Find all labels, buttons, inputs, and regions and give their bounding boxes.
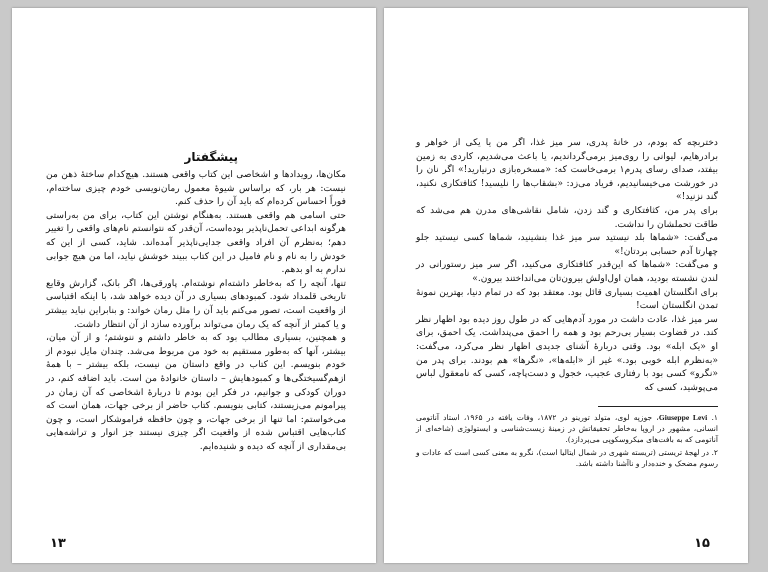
paragraph: برای پدر من، کثافتکاری و گند زدن، شامل نقاشی‌های مدرن هم می‌شد که طاقت تحملشان را نداشت. bbox=[416, 204, 718, 230]
footnote-latin-name: Giuseppe Levi bbox=[658, 413, 708, 422]
page-number: ۱۵ bbox=[694, 536, 710, 551]
paragraph: دختربچه که بودم، در خانهٔ پدری، سر میز غذا، اگر من یا یکی از خواهر و برادرهایم، لیوانی را روی‌میز برمی‌گرداندیم، یا باعث می‌شدیم، کاردی به زمین بیفتد، صدای رسای پدرم۱ برمی‌خاست که: «مسخره‌بازی درنیارید!» اگر نان را در خورشت می‌خیسانیدیم، فریاد می‌زد: «بشقاب‌ها را نلیسید! کثافتکاری نکنید، گند نزنید!» bbox=[416, 137, 719, 203]
paragraph: و همچنین، بسیاری مطالب بود که به خاطر داشتم و ننوشتم؛ و از آن میان، بیشتر، آنها که به‌طور مستقیم به خود من مربوط می‌شد. چندان مایل نبودم از خودم بنویسم. این کتاب در واقع داستان من نیست، بلکه بیشتر – با همهٔ ازهم‌گسیختگی‌ها و کمبودهایش – داستان خانوادهٔ من است. باید اضافه کنم، در دوران کودکی و جوانیم، در فکر این بودم تا دربارهٔ اشخاصی که آن زمان در پیرامونم می‌زیستند، کتابی بنویسم. کتاب حاضر از برخی جهات، همان است که می‌خواستم: اما تنها از برخی جهات، و چون حافظه فراموشکار است، و چون کتاب‌هایی اقتباس شده از واقعیت اگر چیزی نیستند جز انوار و تراشه‌هایی بی‌مقداری از آنچه که دیده و شنیده‌ایم. bbox=[46, 332, 346, 452]
paragraph: برای انگلستان اهمیت بسیاری قائل بود. معتقد بود که در تمام دنیا، بهترین نمونهٔ تمدن انگلستان است! bbox=[416, 286, 718, 312]
paragraph: مکان‌ها، رویدادها و اشخاصی این کتاب واقعی هستند. هیچ‌کدام ساختهٔ ذهن من نیست: هر بار، که براساس شیوهٔ معمول رمان‌نویسی خودم چیزی ساخته‌ام، فوراً احساس کرده‌ام که باید آن را حذف کنم. bbox=[46, 169, 346, 208]
footnote-text: ، جوزپه لوی، متولد تورینو در ۱۸۷۲، وفات یافته در ۱۹۶۵، استاد آناتومی انسانی، مشهور در اروپا به‌خاطر تحقیقاتش در زمینهٔ زیست‌شناسی و ایستولوژی (شاخه‌ای از آناتومی که به بافت‌های میکروسکوپی می‌پردازد). bbox=[416, 413, 718, 444]
left-page-body bbox=[46, 168, 346, 452]
page-heading: پیشگفتار bbox=[184, 150, 238, 164]
paragraph: و می‌گفت: «شماها که این‌قدر کثافتکاری می‌کنید، اگر سر میز رستورانی در لندن نشسته بودید، همان اول‌اولش بیرون‌تان می‌انداختند بیرون.» bbox=[416, 259, 718, 284]
page-number: ۱۳ bbox=[50, 536, 66, 551]
footnote-2: ۲. در لهجهٔ تریستی (تریسته شهری در شمال ایتالیا است)، نگرو به معنی کسی است که عادات و رسوم مضحک و خنده‌دار و ناآشنا داشته باشد. bbox=[416, 448, 718, 468]
footnote-1 bbox=[416, 412, 718, 445]
left-page bbox=[12, 8, 376, 563]
footnote-number: ۱. bbox=[711, 413, 718, 422]
footnotes bbox=[416, 412, 718, 471]
paragraph: تنها، آنچه را که به‌خاطر داشته‌ام نوشته‌ام. پاورقی‌ها، اگر بانک، گزارش وقایع تاریخی قلمداد شود. کمبودهای بسیاری در آن دیده خواهد شد، با اینکه اقتباسی از واقعیت است، تصور می‌کنم باید آن را مثل رمان خواند: و بنابراین نباید بیشتر و یا کمتر از آنچه که یک رمان می‌تواند برآورده سازد از آن انتظار داشت. bbox=[46, 277, 346, 330]
paragraph: سر میز غذا، عادت داشت در مورد آدم‌هایی که در طول روز دیده بود اظهار نظر کند. در قضاوت بسیار بی‌رحم بود و همه را احمق می‌پنداشت. یک احمق، برای او «یک ابله» بود. وقتی دربارهٔ آشنای جدیدی اظهار نظر می‌کرد، می‌گفت: «به‌نظرم ابله خوبی بود.» غیر از «ابله‌ها»، «نگرها» هم بودند. برای پدر من «نگرو» کسی بود با رفتاری عجیب، خجول و دست‌پاچه، کسی که نامعقول لباس می‌پوشید، کسی که bbox=[416, 313, 718, 393]
paragraph: حتی اسامی هم واقعی هستند. به‌هنگام نوشتن این کتاب، برای من به‌راستی هرگونه ابداعی تحمل‌ناپذیر بوده‌است، آن‌قدر که نتوانستم نام‌های واقعی را تغییر دهم؛ به‌نظرم آن افراد واقعی جدایی‌ناپذیر آمده‌اند. شاید، کسی از این که خودش را به نام و نام فامیل در این کتاب ببیند خوشش نیاید، اما من هیچ جوابی ندارم به او بدهم. bbox=[46, 209, 346, 276]
right-page-body bbox=[416, 136, 718, 394]
footnote-divider bbox=[598, 406, 718, 407]
paragraph: می‌گفت: «شماها بلد نیستید سر میز غذا بنشینید، شماها کسی نیستید جلو چهارتا آدم حسابی بردتان!» bbox=[416, 232, 718, 257]
right-page bbox=[384, 8, 748, 563]
